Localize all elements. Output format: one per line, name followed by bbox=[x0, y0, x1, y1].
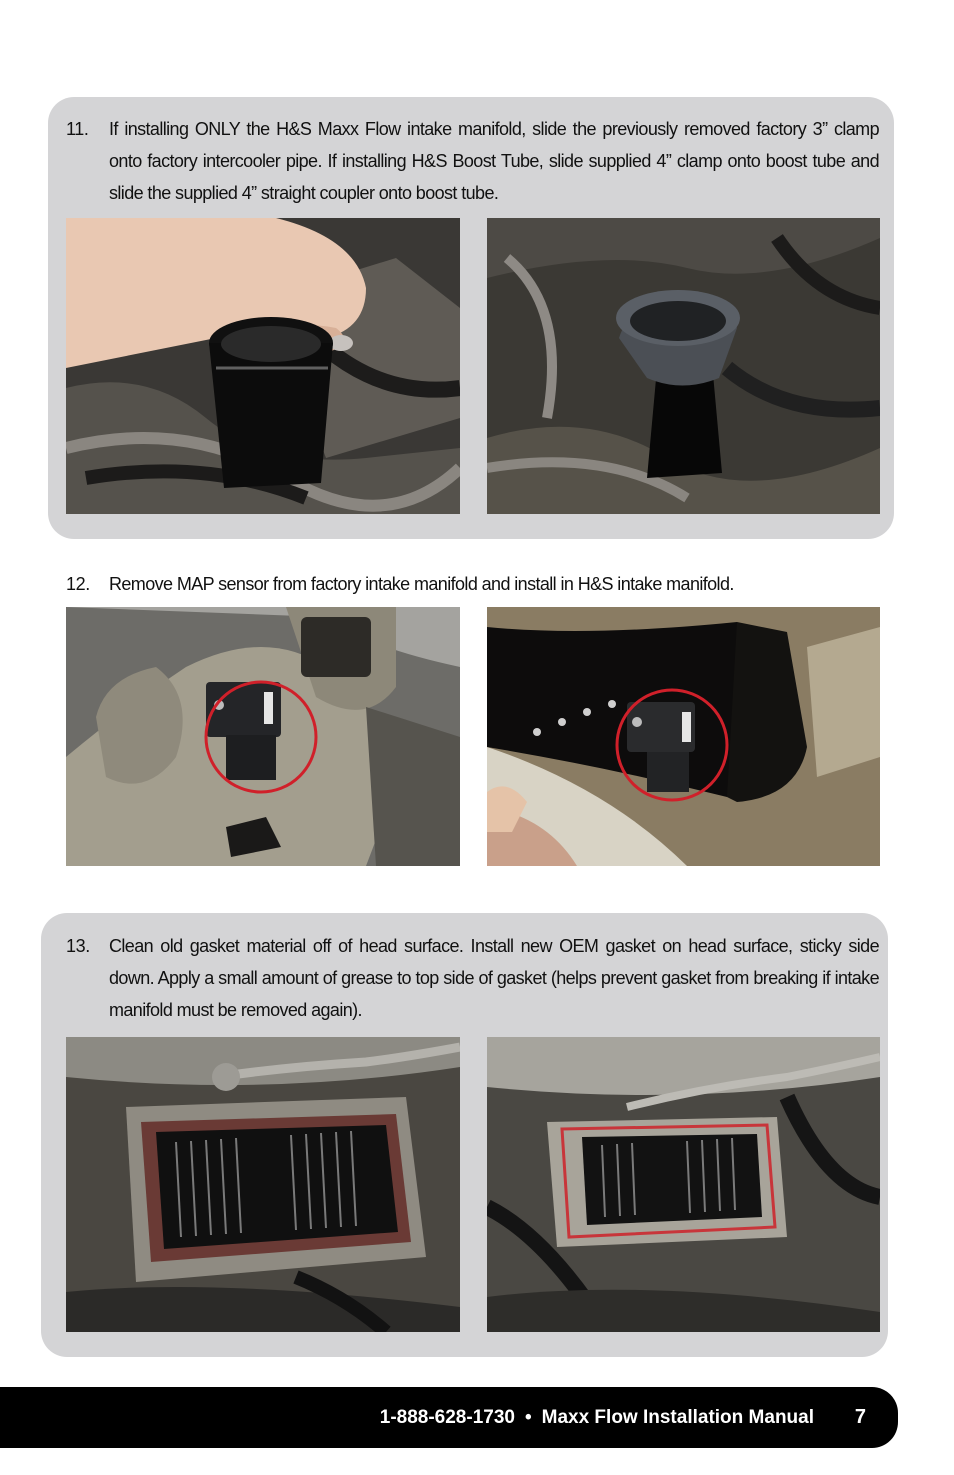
footer-title: Maxx Flow Installation Manual bbox=[541, 1407, 814, 1428]
step-11-text: If installing ONLY the H&S Maxx Flow intake manifold, slide the previously removed factory 3” clamp onto factory intercooler pipe. If installing H&S Boost Tube, slide supplied 4” clamp onto boost tube and slide the supplied 4” straight coupler onto boost tube. bbox=[109, 119, 879, 203]
photo-clamp-intercooler-pipe bbox=[66, 218, 460, 514]
step-13-number: 13. bbox=[66, 936, 90, 956]
photo-map-sensor-factory-manifold bbox=[66, 607, 460, 866]
page-number: 7 bbox=[854, 1406, 866, 1428]
photo-map-sensor-hs-manifold bbox=[487, 607, 880, 866]
photo-head-surface-new-gasket bbox=[487, 1037, 880, 1332]
footer-phone: 1-888-628-1730 bbox=[379, 1407, 515, 1428]
step-12-text: Remove MAP sensor from factory intake manifold and install in H&S intake manifold. bbox=[109, 574, 734, 594]
step-12-number: 12. bbox=[66, 574, 90, 594]
photo-coupler-boost-tube bbox=[487, 218, 880, 514]
footer-bar bbox=[0, 1387, 898, 1448]
step-11-number: 11. bbox=[66, 119, 89, 139]
photo-head-surface-old-gasket bbox=[66, 1037, 460, 1332]
step-13-text: Clean old gasket material off of head surface. Install new OEM gasket on head surface, sticky side down. Apply a small amount of grease to top side of gasket (helps prevent gasket from breaking if intake manifold must be removed again). bbox=[109, 936, 879, 1020]
footer-text bbox=[380, 1387, 814, 1448]
footer-separator: • bbox=[524, 1407, 532, 1428]
